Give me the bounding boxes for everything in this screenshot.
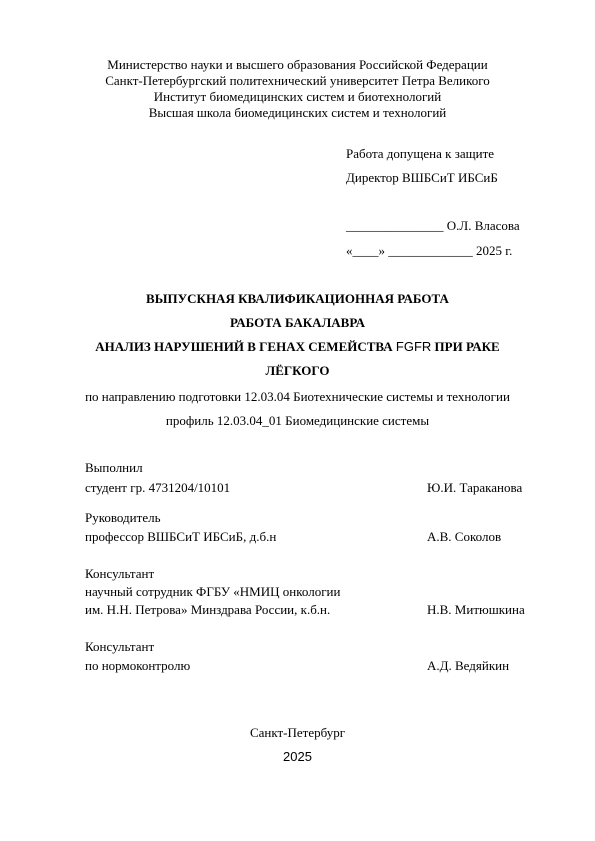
work-subtype: РАБОТА БАКАЛАВРА <box>230 315 365 330</box>
work-type: ВЫПУСКНАЯ КВАЛИФИКАЦИОННАЯ РАБОТА <box>146 291 449 306</box>
university-line: Санкт-Петербургский политехнический университет Петра Великого <box>105 73 490 88</box>
topic-title <box>0 339 595 355</box>
approval-date: «____» _____________ 2025 г. <box>346 243 513 258</box>
topic-title-part2: ПРИ РАКЕ <box>431 339 500 354</box>
position-consultant-line2: им. Н.Н. Петрова» Минздрава России, к.б.н. <box>85 602 331 617</box>
approval-director: Директор ВШБСиТ ИБСиБ <box>346 170 498 185</box>
role-performer: Выполнил <box>85 460 143 475</box>
direction-line: по направлению подготовки 12.03.04 Биотехнические системы и технологии <box>85 389 510 404</box>
year: 2025 <box>283 749 312 764</box>
position-consultant: научный сотрудник ФГБУ «НМИЦ онкологии <box>85 584 341 599</box>
position-normcontrol: по нормоконтролю <box>85 658 191 673</box>
city: Санкт-Петербург <box>249 725 346 740</box>
approval-text: Работа допущена к защите <box>346 146 495 161</box>
name-consultant: Н.В. Митюшкина <box>427 602 525 617</box>
role-normcontrol: Консультант <box>85 639 155 654</box>
topic-title-part1: АНАЛИЗ НАРУШЕНИЙ В ГЕНАХ СЕМЕЙСТВА <box>95 339 396 354</box>
topic-gene: FGFR <box>395 339 432 354</box>
role-consultant: Консультант <box>85 566 155 581</box>
position-supervisor: профессор ВШБСиТ ИБСиБ, д.б.н <box>85 529 277 544</box>
name-normcontrol: А.Д. Ведяйкин <box>427 658 510 673</box>
institute-line: Институт биомедицинских систем и биотехнологий <box>153 89 442 104</box>
name-supervisor: А.В. Соколов <box>427 529 502 544</box>
profile-line: профиль 12.03.04_01 Биомедицинские системы <box>165 413 430 428</box>
role-supervisor: Руководитель <box>85 510 161 525</box>
topic-title-line2: ЛЁГКОГО <box>265 363 330 378</box>
name-performer: Ю.И. Тараканова <box>427 480 523 495</box>
ministry-line: Министерство науки и высшего образования Российской Федерации <box>107 57 488 72</box>
school-line: Высшая школа биомедицинских систем и технологий <box>148 105 447 120</box>
position-performer: студент гр. 4731204/10101 <box>85 480 231 495</box>
approval-signature: _______________ О.Л. Власова <box>346 218 520 233</box>
